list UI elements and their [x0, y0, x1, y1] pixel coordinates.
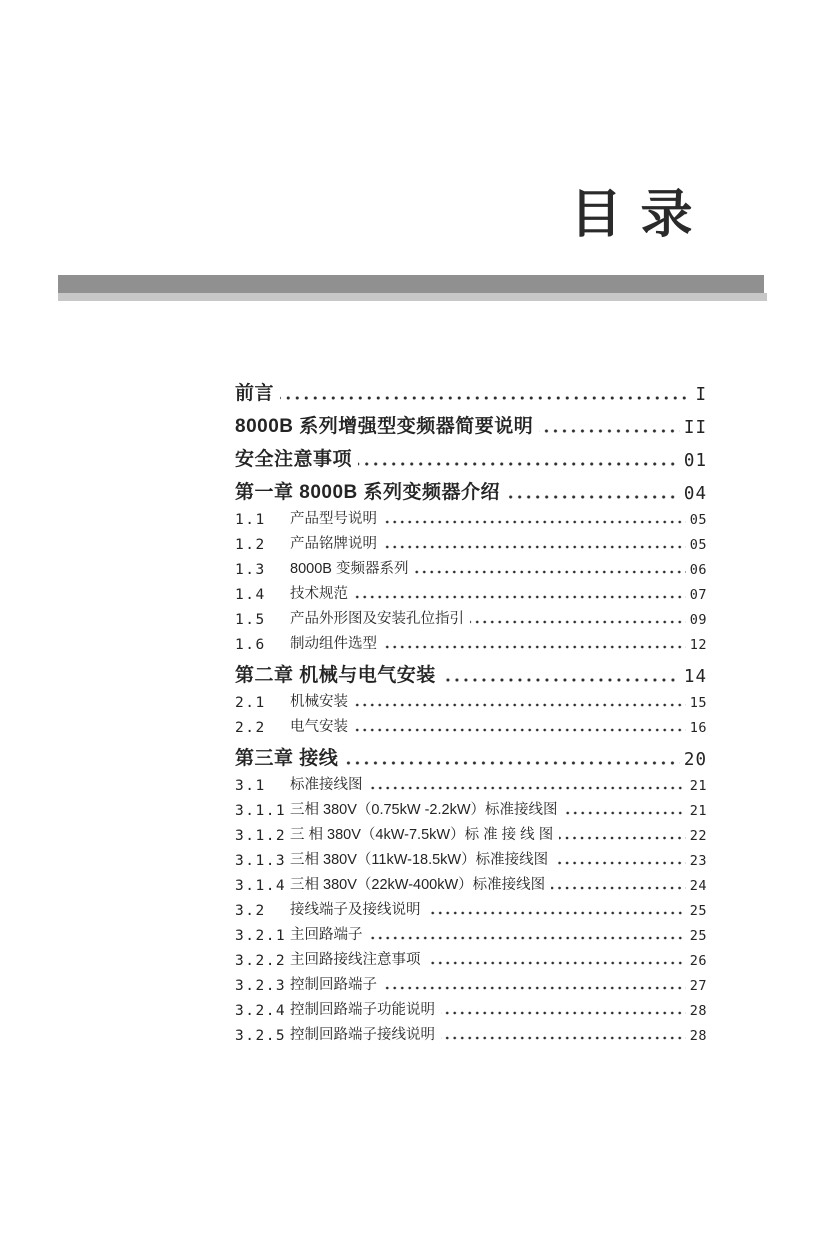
toc-entry	[235, 1023, 707, 1048]
toc-entry-label: 产品型号说明	[290, 511, 377, 527]
toc-entry-label: 控制回路端子功能说明	[290, 1002, 435, 1018]
dot-leader	[554, 861, 686, 865]
toc-entry-label: 控制回路端子接线说明	[290, 1027, 435, 1043]
toc-entry-page: 12	[689, 637, 707, 653]
toc-entry	[235, 923, 707, 948]
toc-entry-label: 技术规范	[290, 586, 348, 602]
toc-list	[235, 375, 707, 1048]
toc-entry-number: 1.5	[235, 612, 266, 628]
toc-entry	[235, 657, 707, 690]
toc-entry-number: 3.2.4	[235, 1003, 287, 1019]
toc-entry-page: 16	[689, 720, 707, 736]
toc-entry-number: 3.2.2	[235, 953, 287, 969]
toc-entry-page: I	[695, 385, 707, 405]
toc-entry-label: 主回路端子	[290, 927, 363, 943]
dot-leader	[383, 986, 686, 990]
toc-entry-label: 三相 380V（22kW-400kW）标准接线图	[290, 877, 546, 893]
toc-entry-number: 1.2	[235, 537, 266, 553]
toc-entry	[235, 973, 707, 998]
toc-entry-number: 2.1	[235, 695, 266, 711]
toc-entry-number: 3.2	[235, 903, 266, 919]
toc-entry-page: 09	[689, 612, 707, 628]
toc-entry-page: 21	[689, 803, 707, 819]
toc-entry-page: 07	[689, 587, 707, 603]
toc-entry-page: 22	[689, 828, 707, 844]
dot-leader	[551, 886, 686, 890]
toc-entry-page: 05	[689, 537, 707, 553]
toc-entry	[235, 948, 707, 973]
toc-entry-label: 产品外形图及安装孔位指引	[290, 611, 464, 627]
toc-entry-page: 14	[683, 667, 707, 687]
dot-leader	[354, 595, 686, 599]
dot-leader	[354, 728, 686, 732]
toc-entry-number: 3.1.3	[235, 853, 287, 869]
dot-leader	[369, 786, 686, 790]
dot-leader	[427, 911, 686, 915]
toc-entry	[235, 375, 707, 408]
toc-entry-page: 24	[689, 878, 707, 894]
dot-leader	[441, 1036, 686, 1040]
toc-entry-page: 23	[689, 853, 707, 869]
dot-leader	[441, 1011, 686, 1015]
toc-entry-label: 三 相 380V（4kW-7.5kW）标 准 接 线 图	[290, 827, 554, 843]
toc-entry	[235, 441, 707, 474]
toc-entry-label: 三相 380V（0.75kW -2.2kW）标准接线图	[290, 802, 558, 818]
dot-leader	[354, 703, 686, 707]
dot-leader	[358, 462, 680, 466]
toc-entry	[235, 823, 707, 848]
toc-entry	[235, 690, 707, 715]
toc-entry-number: 1.6	[235, 637, 266, 653]
toc-entry-page: 20	[683, 750, 707, 770]
page-title: 目 录	[570, 186, 695, 244]
toc-entry-page: 15	[689, 695, 707, 711]
toc-entry-number: 1.4	[235, 587, 266, 603]
toc-entry-number: 3.1	[235, 778, 266, 794]
section-divider-bar-dark	[58, 275, 764, 293]
toc-entry-label: 第二章 机械与电气安装	[235, 665, 436, 686]
toc-entry	[235, 798, 707, 823]
toc-entry-label: 主回路接线注意事项	[290, 952, 421, 968]
dot-leader	[442, 678, 680, 682]
toc-entry-number: 3.1.4	[235, 878, 287, 894]
toc-entry-label: 机械安装	[290, 694, 348, 710]
toc-entry	[235, 557, 707, 582]
toc-entry-number: 3.2.5	[235, 1028, 287, 1044]
dot-leader	[383, 545, 686, 549]
toc-entry	[235, 898, 707, 923]
toc-entry-page: 27	[689, 978, 707, 994]
toc-entry	[235, 848, 707, 873]
dot-leader	[280, 396, 691, 400]
toc-entry-label: 第一章 8000B 系列变频器介绍	[235, 482, 501, 503]
toc-entry	[235, 715, 707, 740]
dot-leader	[539, 429, 680, 433]
toc-entry-label: 三相 380V（11kW-18.5kW）标准接线图	[290, 852, 549, 868]
toc-entry-page: 25	[689, 928, 707, 944]
dot-leader	[414, 570, 685, 574]
toc-entry-number: 1.3	[235, 562, 266, 578]
toc-entry	[235, 532, 707, 557]
toc-entry	[235, 474, 707, 507]
toc-entry-label: 接线端子及接线说明	[290, 902, 421, 918]
toc-entry-label: 控制回路端子	[290, 977, 377, 993]
toc-entry-label: 安全注意事项	[235, 449, 353, 470]
toc-entry-page: II	[683, 418, 707, 438]
toc-entry-label: 8000B 系列增强型变频器简要说明	[235, 416, 534, 437]
toc-entry-label: 产品铭牌说明	[290, 536, 377, 552]
toc-entry	[235, 773, 707, 798]
toc-entry	[235, 632, 707, 657]
toc-entry	[235, 873, 707, 898]
toc-entry-page: 06	[689, 562, 707, 578]
toc-entry-page: 26	[689, 953, 707, 969]
toc-entry	[235, 607, 707, 632]
toc-entry-number: 2.2	[235, 720, 266, 736]
dot-leader	[564, 811, 686, 815]
dot-leader	[470, 620, 686, 624]
toc-entry-page: 25	[689, 903, 707, 919]
dot-leader	[559, 836, 686, 840]
toc-entry-label: 电气安装	[290, 719, 348, 735]
toc-entry-page: 04	[683, 484, 707, 504]
toc-entry-page: 28	[689, 1028, 707, 1044]
toc-entry-number: 1.1	[235, 512, 266, 528]
toc-entry	[235, 998, 707, 1023]
dot-leader	[369, 936, 686, 940]
toc-entry-number: 3.1.1	[235, 803, 287, 819]
toc-entry-label: 前言	[235, 383, 275, 404]
toc-entry-page: 05	[689, 512, 707, 528]
toc-entry	[235, 582, 707, 607]
toc-entry-number: 3.1.2	[235, 828, 287, 844]
toc-entry-label: 8000B 变频器系列	[290, 561, 409, 577]
toc-entry-page: 21	[689, 778, 707, 794]
toc-entry-number: 3.2.1	[235, 928, 287, 944]
dot-leader	[383, 645, 686, 649]
dot-leader	[427, 961, 686, 965]
toc-entry	[235, 507, 707, 532]
dot-leader	[506, 495, 680, 499]
section-divider-bar-light	[58, 293, 767, 301]
dot-leader	[383, 520, 686, 524]
toc-entry-label: 第三章 接线	[235, 748, 339, 769]
toc-entry	[235, 740, 707, 773]
toc-entry-page: 01	[683, 451, 707, 471]
toc-entry-label: 制动组件选型	[290, 636, 377, 652]
toc-entry-label: 标准接线图	[290, 777, 363, 793]
dot-leader	[344, 761, 680, 765]
toc-entry	[235, 408, 707, 441]
toc-entry-number: 3.2.3	[235, 978, 287, 994]
toc-entry-page: 28	[689, 1003, 707, 1019]
